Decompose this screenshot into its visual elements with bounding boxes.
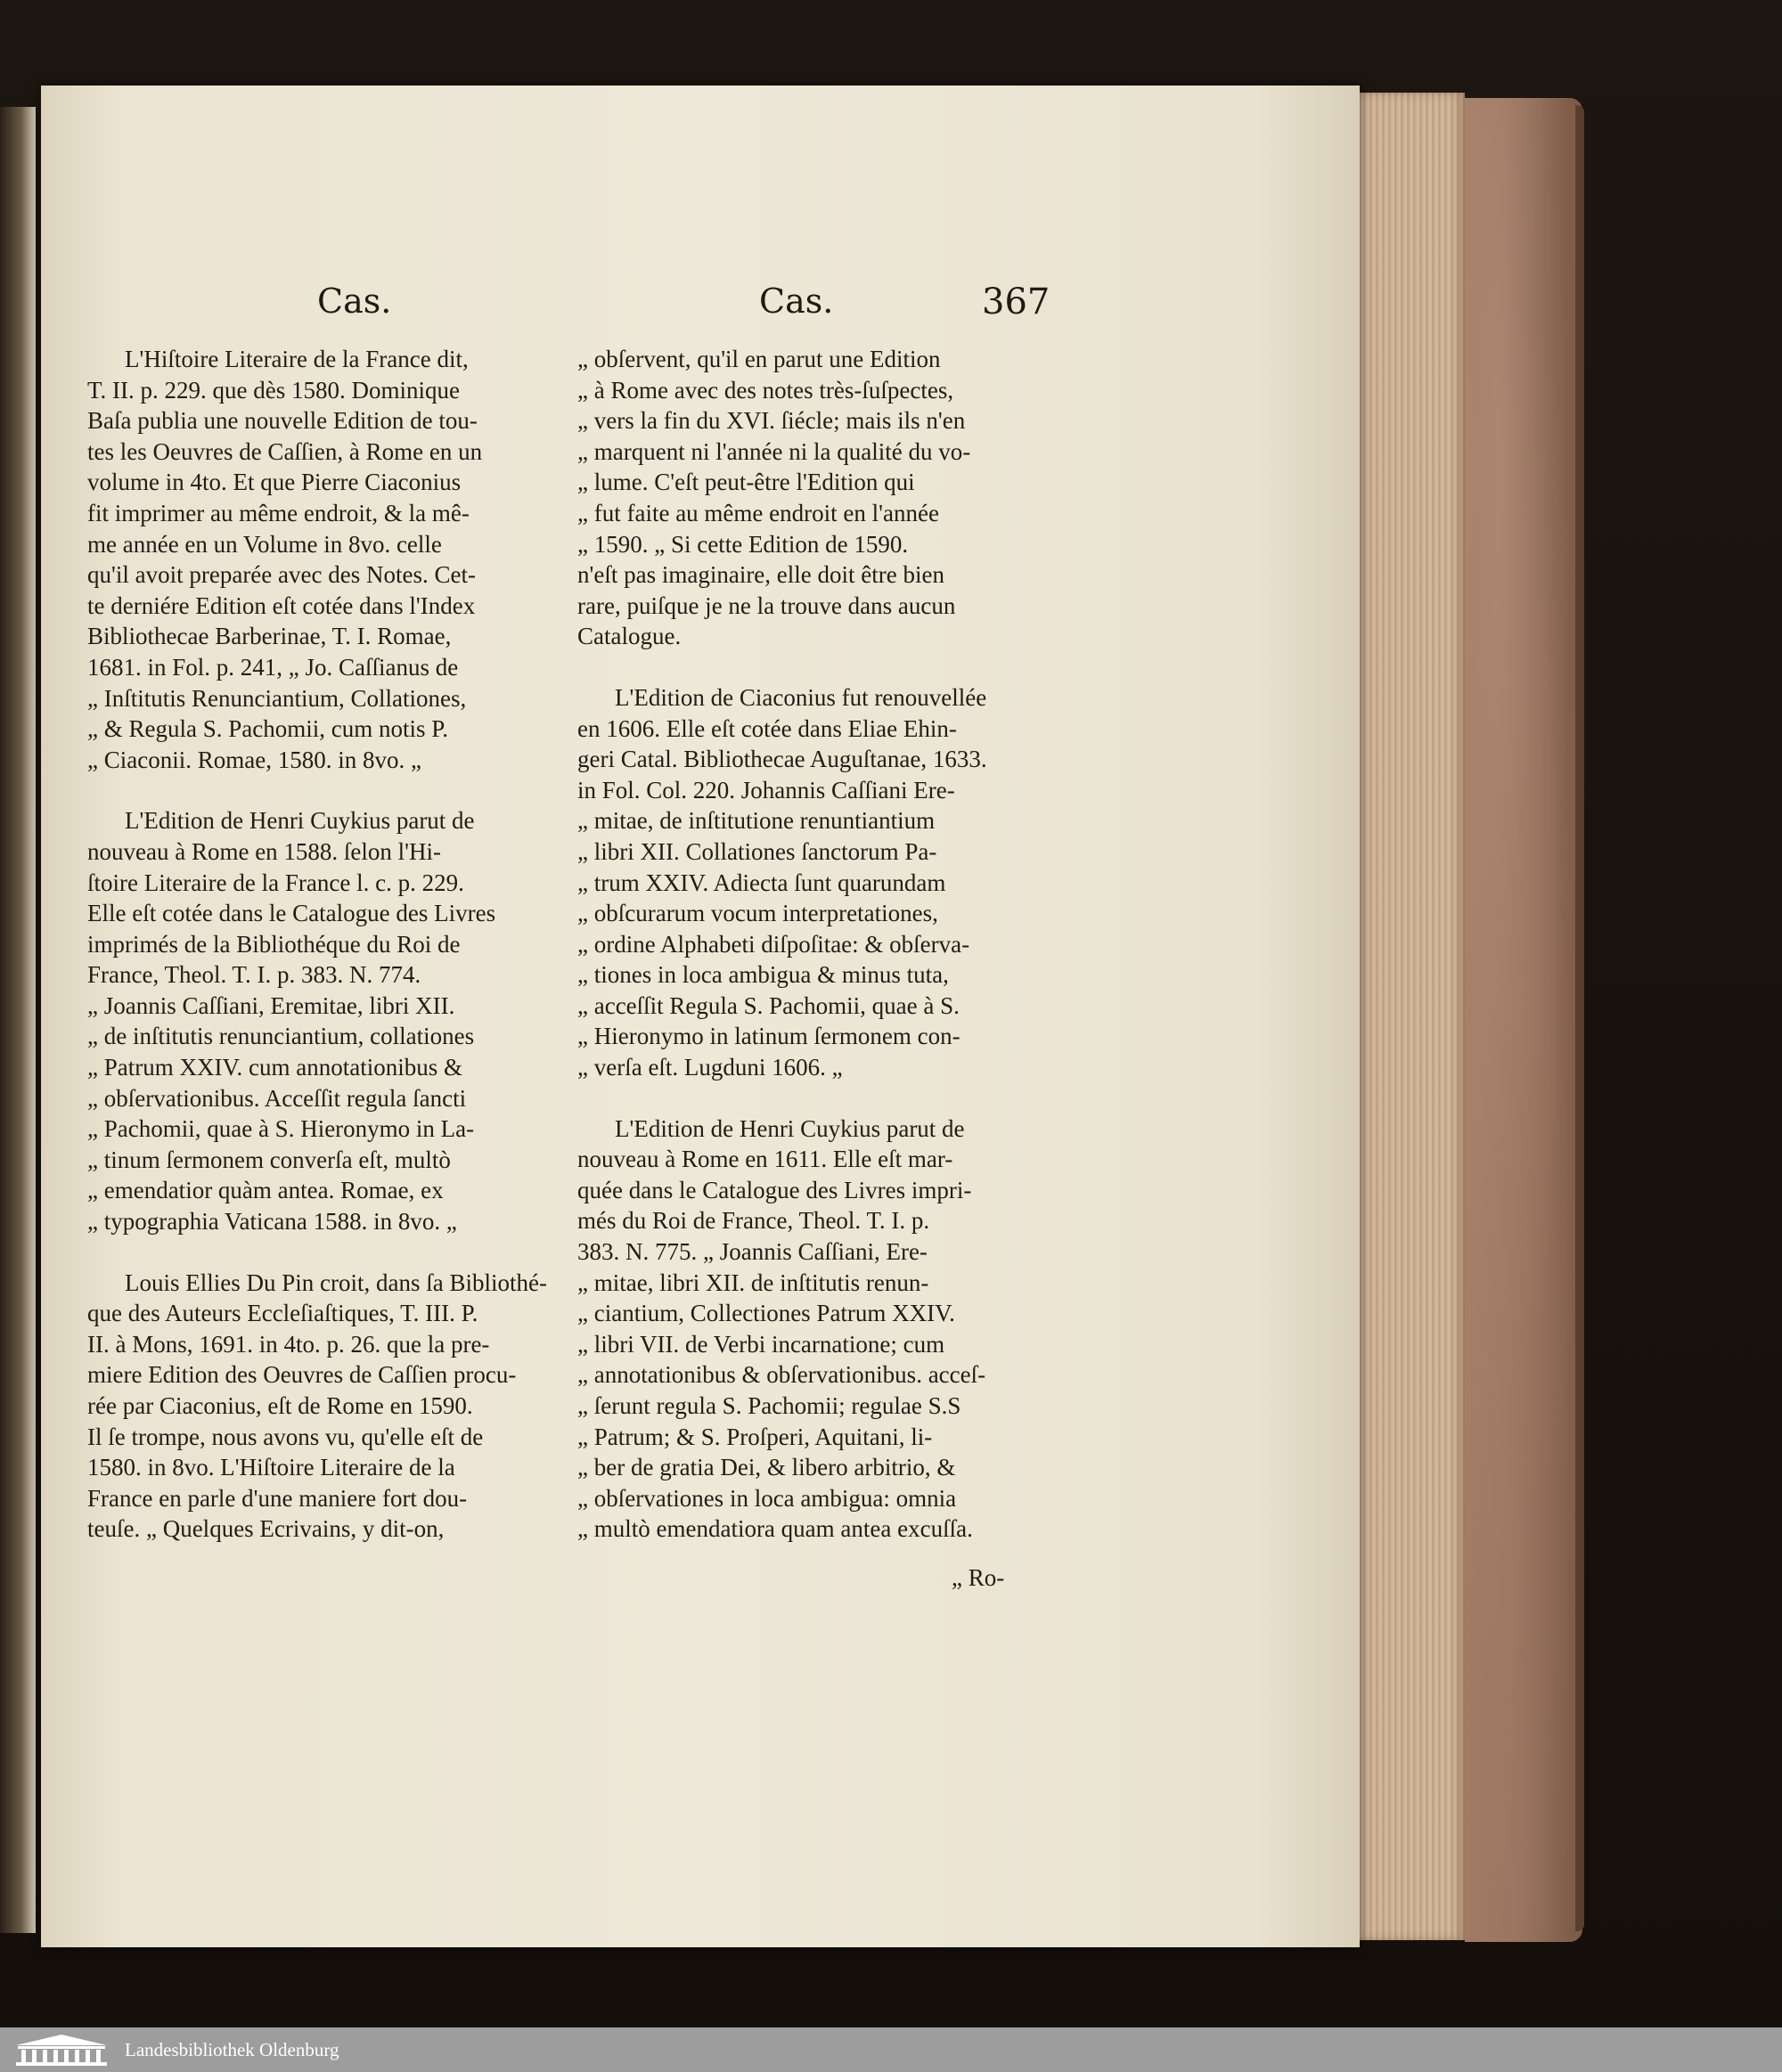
text-line: ſtoire Literaire de la France l. c. p. 229. bbox=[87, 869, 464, 896]
text-line: „ 1590. „ Si cette Edition de 1590. bbox=[577, 530, 909, 558]
text-line: nouveau à Rome en 1588. ſelon l'Hi- bbox=[87, 837, 442, 865]
paragraph bbox=[87, 344, 551, 775]
right-column bbox=[577, 344, 1041, 1575]
left-column bbox=[87, 344, 551, 1575]
text-line: „ à Rome avec des notes très-ſuſpectes, bbox=[577, 376, 954, 404]
text-line: fit imprimer au même endroit, & la mê- bbox=[87, 499, 470, 526]
text-line: Il ſe trompe, nous avons vu, qu'elle eſt de bbox=[87, 1423, 484, 1450]
paragraph bbox=[87, 1268, 551, 1545]
text-line: „ Joannis Caſſiani, Eremitae, libri XII. bbox=[87, 991, 455, 1019]
text-line: L'Edition de Henri Cuykius parut de bbox=[125, 807, 475, 835]
text-line: L'Hiſtoire Literaire de la France dit, bbox=[125, 346, 469, 372]
text-line: France en parle d'une maniere fort dou- bbox=[87, 1484, 468, 1512]
text-line: L'Edition de Henri Cuykius parut de bbox=[615, 1114, 965, 1142]
text-line: „ lume. C'eſt peut-être l'Edition qui bbox=[577, 469, 915, 496]
text-line: geri Catal. Bibliothecae Auguſtanae, 1633. bbox=[577, 746, 987, 773]
text-line: miere Edition des Oeuvres de Caſſien procu- bbox=[87, 1361, 517, 1389]
page-number: 367 bbox=[982, 281, 1050, 322]
text-line: teuſe. „ Quelques Ecrivains, y dit-on, bbox=[87, 1515, 445, 1543]
text-line: „ ber de gratia Dei, & libero arbitrio, & bbox=[577, 1454, 956, 1481]
institution-name[interactable]: Landesbibliothek Oldenburg bbox=[125, 2038, 339, 2060]
text-line: 383. N. 775. „ Joannis Caſſiani, Ere- bbox=[577, 1238, 928, 1266]
paragraph bbox=[87, 805, 551, 1236]
text-line: „ multò emendatiora quam antea excuſſa. bbox=[577, 1515, 973, 1543]
paragraph bbox=[577, 682, 1041, 1083]
text-line: „ obſervationibus. Acceſſit regula ſancti bbox=[87, 1084, 467, 1112]
text-line: „ de inſtitutis renunciantium, collationes bbox=[87, 1023, 475, 1050]
viewer-footer bbox=[0, 2027, 1782, 2072]
text-line: n'eſt pas imaginaire, elle doit être bien bbox=[577, 561, 944, 589]
catchword: „ Ro- bbox=[952, 1564, 1005, 1591]
text-line: qu'il avoit preparée avec des Notes. Cet- bbox=[87, 561, 476, 589]
text-line: „ Inſtitutis Renunciantium, Collationes, bbox=[87, 684, 467, 712]
text-line: „ annotationibus & obſervationibus. acceſ- bbox=[577, 1361, 986, 1389]
text-line: „ & Regula S. Pachomii, cum notis P. bbox=[87, 715, 448, 743]
text-line: quée dans le Catalogue des Livres impri- bbox=[577, 1176, 972, 1203]
text-line: „ verſa eſt. Lugduni 1606. „ bbox=[577, 1054, 843, 1081]
text-line: in Fol. Col. 220. Johannis Caſſiani Ere- bbox=[577, 776, 955, 804]
text-line: „ Pachomii, quae à S. Hieronymo in La- bbox=[87, 1115, 475, 1143]
previous-page-edge bbox=[0, 107, 36, 1933]
text-line: 1580. in 8vo. L'Hiſtoire Literaire de la bbox=[87, 1454, 455, 1481]
text-line: „ trum XXIV. Adiecta ſunt quarundam bbox=[577, 869, 946, 896]
text-line: „ acceſſit Regula S. Pachomii, quae à S. bbox=[577, 991, 960, 1019]
text-line: Louis Ellies Du Pin croit, dans ſa Bibliothé- bbox=[125, 1268, 547, 1296]
page-block-edges bbox=[1360, 93, 1465, 1940]
text-line: „ mitae, de inſtitutione renuntiantium bbox=[577, 807, 936, 835]
library-building-icon[interactable] bbox=[12, 2033, 110, 2067]
text-line: volume in 4to. Et que Pierre Ciaconius bbox=[87, 469, 462, 496]
text-line: rare, puiſque je ne la trouve dans aucun bbox=[577, 591, 956, 619]
text-line: „ Patrum; & S. Proſperi, Aquitani, li- bbox=[577, 1423, 933, 1450]
text-line: „ tinum ſermonem converſa eſt, multò bbox=[87, 1146, 451, 1173]
text-line: „ Ciaconii. Romae, 1580. in 8vo. „ bbox=[87, 746, 421, 773]
text-line: „ typographia Vaticana 1588. in 8vo. „ bbox=[87, 1208, 457, 1236]
text-line: „ obſervent, qu'il en parut une Edition bbox=[577, 346, 941, 372]
text-line: „ marquent ni l'année ni la qualité du vo- bbox=[577, 437, 971, 465]
text-line: Elle eſt cotée dans le Catalogue des Livres bbox=[87, 900, 496, 927]
text-line: „ libri VII. de Verbi incarnatione; cum bbox=[577, 1330, 945, 1358]
text-line: „ libri XII. Collationes ſanctorum Pa- bbox=[577, 837, 937, 865]
text-line: „ tiones in loca ambigua & minus tuta, bbox=[577, 961, 949, 989]
text-line: „ ciantium, Collectiones Patrum XXIV. bbox=[577, 1300, 955, 1327]
paragraph bbox=[577, 344, 1041, 652]
text-line: II. à Mons, 1691. in 4to. p. 26. que la pre- bbox=[87, 1330, 490, 1358]
text-line: T. II. p. 229. que dès 1580. Dominique bbox=[87, 376, 460, 404]
paragraph bbox=[577, 1113, 1041, 1545]
text-line: „ mitae, libri XII. de inſtitutis renun- bbox=[577, 1268, 929, 1296]
text-line: „ obſervationes in loca ambigua: omnia bbox=[577, 1484, 957, 1512]
text-line: France, Theol. T. I. p. 383. N. 774. bbox=[87, 961, 421, 989]
text-line: Catalogue. bbox=[577, 623, 682, 650]
text-line: „ obſcurarum vocum interpretationes, bbox=[577, 900, 938, 927]
text-line: tes les Oeuvres de Caſſien, à Rome en un bbox=[87, 437, 483, 465]
text-line: „ fut faite au même endroit en l'année bbox=[577, 499, 939, 526]
text-line: 1681. in Fol. p. 241, „ Jo. Caſſianus de bbox=[87, 653, 459, 681]
text-line: „ emendatior quàm antea. Romae, ex bbox=[87, 1177, 444, 1204]
text-line: que des Auteurs Eccleſiaſtiques, T. III. P. bbox=[87, 1300, 478, 1327]
text-line: L'Edition de Ciaconius fut renouvellée bbox=[615, 683, 987, 711]
running-head-center: Cas. bbox=[759, 281, 834, 321]
text-line: imprimés de la Bibliothéque du Roi de bbox=[87, 930, 461, 958]
text-line: Baſa publia une nouvelle Edition de tou- bbox=[87, 407, 478, 435]
marbled-cover bbox=[1465, 98, 1582, 1942]
text-line: rée par Ciaconius, eſt de Rome en 1590. bbox=[87, 1392, 473, 1419]
text-line: te derniére Edition eſt cotée dans l'Index bbox=[87, 591, 476, 619]
text-line: Bibliothecae Barberinae, T. I. Romae, bbox=[87, 623, 452, 650]
text-line: en 1606. Elle eſt cotée dans Eliae Ehin- bbox=[577, 714, 957, 742]
text-line: „ vers la fin du XVI. ſiécle; mais ils n'en bbox=[577, 407, 966, 435]
text-line: més du Roi de France, Theol. T. I. p. bbox=[577, 1207, 930, 1235]
text-line: „ ſerunt regula S. Pachomii; regulae S.S bbox=[577, 1392, 961, 1419]
text-line: me année en un Volume in 8vo. celle bbox=[87, 530, 442, 558]
text-line: nouveau à Rome en 1611. Elle eſt mar- bbox=[577, 1146, 953, 1173]
text-line: „ Patrum XXIV. cum annotationibus & bbox=[87, 1054, 462, 1081]
cover-edge bbox=[1575, 105, 1584, 1931]
running-head-left: Cas. bbox=[317, 281, 392, 321]
text-line: „ Hieronymo in latinum ſermonem con- bbox=[577, 1023, 960, 1050]
text-line: „ ordine Alphabeti diſpoſitae: & obſerva- bbox=[577, 930, 970, 958]
